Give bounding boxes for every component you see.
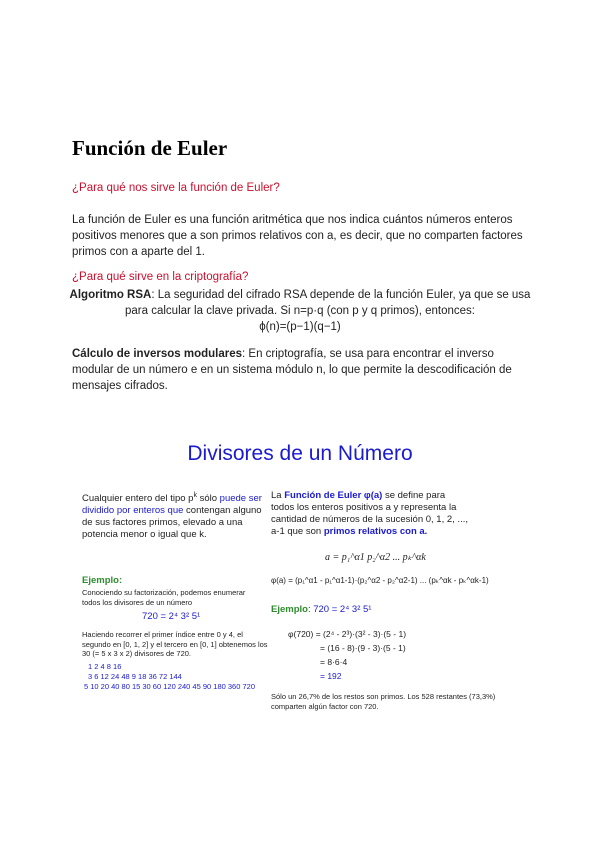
rsa-text: : La seguridad del cifrado RSA depende de la función Euler, ya que se usa para calcular la clave privada. Si n=p·q (con p y q primos), entonces: [125,289,531,317]
question-crypto: ¿Para qué sirve en la criptografía? [72,271,249,283]
phi-calc-1: φ(720) = (2⁴ - 2³)·(3² - 3)·(5 - 1) [288,629,407,639]
left-intro-blue: puede ser dividido por enteros que [82,493,262,517]
definition-paragraph: La función de Euler es una función aritmética que nos indica cuántos números enteros positivos menores que a son primos relativos con a, es decir, que no comparten factores primos con a aparte del 1. [72,214,523,258]
phi-calc-result: = 192 [320,671,342,681]
modular-text: : En criptografía, se usa para encontrar el inverso modular de un número e en un sistema módulo n, lo que permite la descodificación de mensajes cifrados. [72,348,512,392]
left-intro-sup: k [193,492,197,499]
divisors-list-2: 3 6 12 24 48 9 18 36 72 144 [88,672,182,681]
slide-title: Divisores de un Número [187,442,413,465]
modular-heading: Cálculo de inversos modulares [72,348,243,360]
phi-calc-2: = (16 - 8)·(9 - 3)·(5 - 1) [320,643,406,653]
right-intro-b: se define para todos los enteros positivos a y representa la cantidad de números de la sucesión 0, 1, 2, ..., a-1 que son [271,490,468,537]
rsa-heading: Algoritmo RSA [69,289,152,301]
left-ejemplo-formula: 720 = 2⁴ 3² 5¹ [142,611,201,622]
right-ejemplo-formula: : 720 = 2⁴ 3² 5¹ [307,604,372,615]
rsa-paragraph [60,287,540,335]
question-purpose: ¿Para qué nos sirve la función de Euler? [72,182,280,194]
left-process: Haciendo recorrer el primer índice entre 0 y 4, el segundo en [0, 1, 2] y el tercero en [0, 1] obtenemos los 30 (= 5 x 3 x 2) divisores de 720. [82,630,268,658]
phi-calc-3: = 8·6·4 [320,657,348,667]
right-note: Sólo un 26,7% de los restos son primos. Los 528 restantes (73,3%) comparten algún factor con 720. [271,692,496,711]
left-intro-a: Cualquier entero del tipo p [82,493,194,505]
right-intro-a: La [271,490,285,501]
left-ejemplo-text: Conociendo su factorización, podemos enumerar todos los divisores de un número [82,588,246,607]
right-ejemplo-label: Ejemplo [271,604,308,615]
right-intro-blue: primos relativos con a. [323,526,428,537]
left-ejemplo-label: Ejemplo: [82,575,123,586]
slide-right-intro [271,490,471,538]
phi-definition: φ(a) = (p₁^α1 - p₁^α1-1)·(p₂^α2 - p₂^α2-1) ... (pₖ^αk - pₖ^αk-1) [271,576,489,585]
factorization-formula: a = p₁^α1 p₂^α2 ... pₖ^αk [325,552,426,563]
right-ejemplo [271,604,371,616]
divisors-list-1: 1 2 4 8 16 [88,662,122,671]
right-intro-func: Función de Euler φ(a) [284,490,383,501]
left-intro-b: sólo [196,493,218,505]
rsa-formula: ϕ(n)=(p−1)(q−1) [259,321,341,333]
left-process-text [82,630,272,659]
modular-inverse-paragraph [72,346,534,394]
page-title: Función de Euler [72,136,228,160]
divisors-list-3: 5 10 20 40 80 15 30 60 120 240 45 90 180 360 720 [84,682,255,691]
slide-left-intro [82,490,262,541]
left-intro-c: contengan alguno de sus factores primos, elevado a una potencia menor o igual que k. [82,505,262,541]
